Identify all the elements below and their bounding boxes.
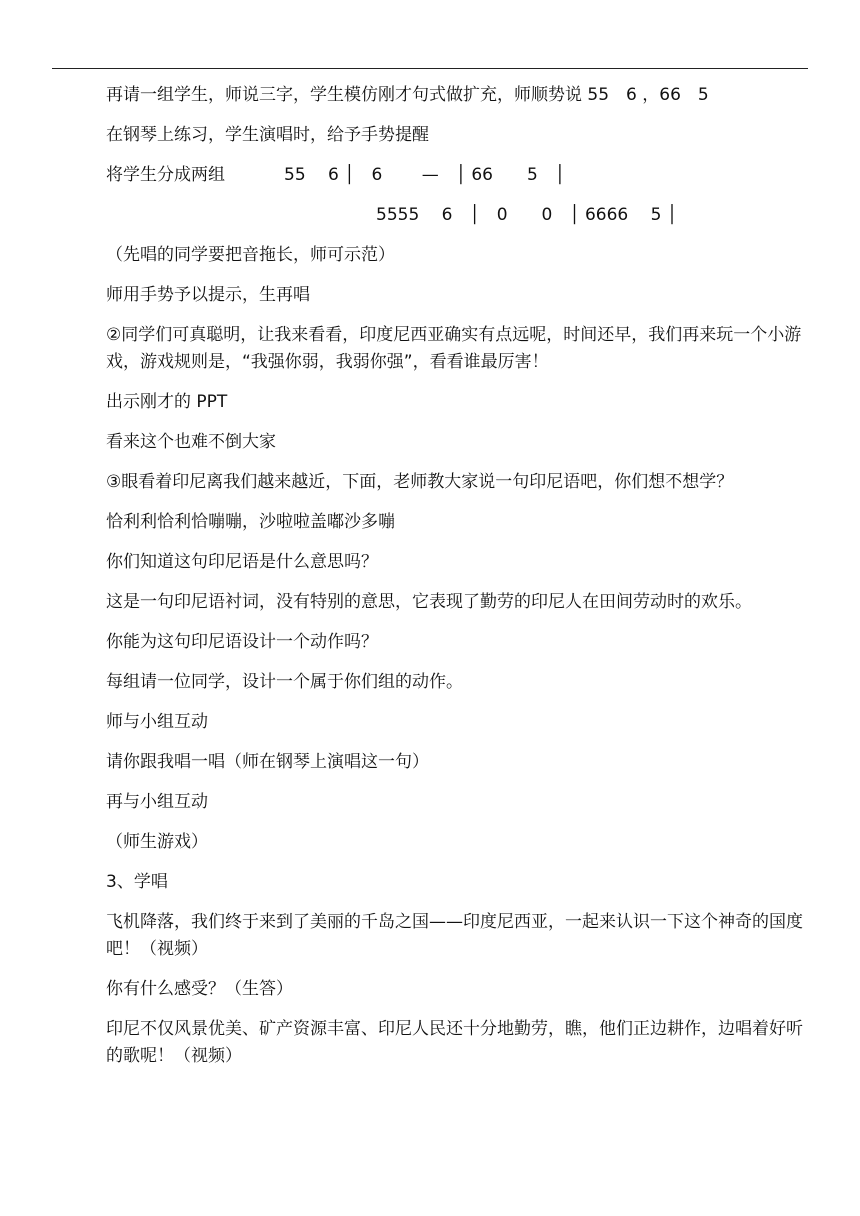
notation-line-2 [106,202,806,229]
paragraph: 看来这个也难不倒大家 [106,432,276,452]
paragraph: 再请一组学生，师说三字，学生模仿刚才句式做扩充，师顺势说 55 6 ，66 5 [106,85,709,105]
paragraph: 师用手势予以提示，生再唱 [106,285,310,305]
paragraph: 再与小组互动 [106,792,208,812]
paragraph: 这是一句印尼语衬词，没有特别的意思，它表现了勤劳的印尼人在田间劳动时的欢乐。 [106,592,752,612]
paragraph: （师生游戏） [106,832,208,852]
paragraph: 每组请一位同学，设计一个属于你们组的动作。 [106,672,463,692]
paragraph: 印尼不仅风景优美、矿产资源丰富、印尼人民还十分地勤劳，瞧，他们正边耕作，边唱着好听的歌呢！（视频） [106,1019,803,1066]
notation-bars: 5555 6 │ 0 0 │ 6666 5 │ [376,205,678,225]
paragraph: 请你跟我唱一唱（师在钢琴上演唱这一句） [106,752,429,772]
paragraph: 在钢琴上练习，学生演唱时，给予手势提醒 [106,125,429,145]
paragraph: 飞机降落，我们终于来到了美丽的千岛之国——印度尼西亚，一起来认识一下这个神奇的国度吧！（视频） [106,912,803,959]
paragraph: 出示刚才的 PPT [106,392,228,412]
section-heading: 3、学唱 [106,872,168,892]
paragraph: 你能为这句印尼语设计一个动作吗？ [106,632,378,652]
notation-bars: 55 6 │ 6 — │ 66 5 │ [284,165,566,185]
paragraph: 你有什么感受？（生答） [106,979,293,999]
notation-line-1 [106,162,806,189]
notation-label: 将学生分成两组 [106,165,225,185]
paragraph: （先唱的同学要把音拖长，师可示范） [106,245,395,265]
paragraph: ③眼看着印尼离我们越来越近，下面，老师教大家说一句印尼语吧，你们想不想学？ [106,472,734,492]
paragraph: ②同学们可真聪明，让我来看看，印度尼西亚确实有点远呢，时间还早，我们再来玩一个小游戏，游戏规则是，“我强你弱，我弱你强”，看看谁最厉害！ [106,325,802,372]
header-rule [52,68,808,69]
document-body [106,82,806,1083]
paragraph: 师与小组互动 [106,712,208,732]
paragraph: 恰利利恰利恰嘣嘣，沙啦啦盖嘟沙多嘣 [106,512,395,532]
paragraph: 你们知道这句印尼语是什么意思吗？ [106,552,378,572]
